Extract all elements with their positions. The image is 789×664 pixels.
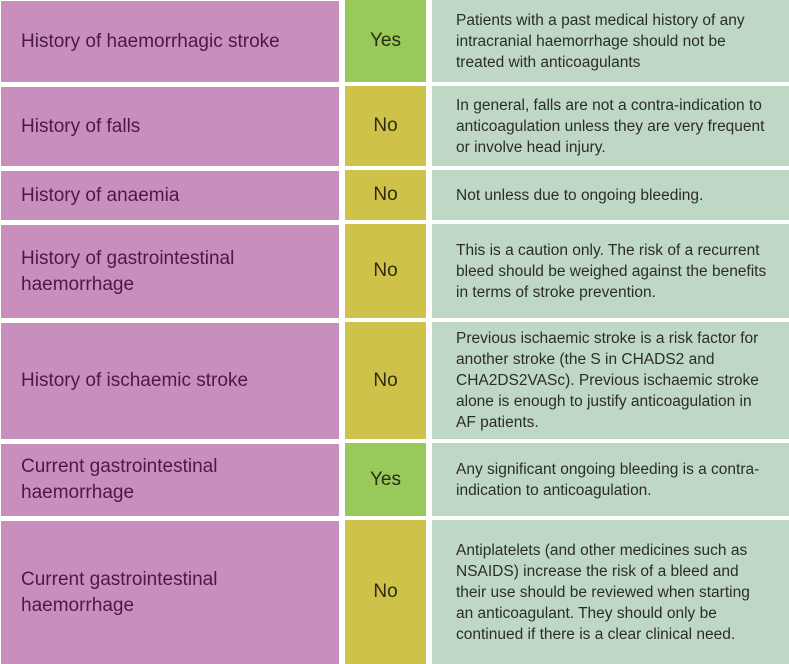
table-row [0, 0, 789, 82]
comment-cell: Patients with a past medical history of any intracranial haemorrhage should not be treated with anticoagulants [432, 0, 789, 82]
answer-cell: No [345, 224, 426, 318]
table-row [0, 443, 789, 516]
answer-cell: Yes [345, 0, 426, 82]
comment-cell: Not unless due to ongoing bleeding. [432, 170, 789, 220]
answer-cell: No [345, 322, 426, 439]
condition-cell: History of ischaemic stroke [1, 322, 339, 439]
answer-cell: No [345, 86, 426, 166]
comment-cell: In general, falls are not a contra-indication to anticoagulation unless they are very frequent or involve head injury. [432, 86, 789, 166]
comment-cell: Previous ischaemic stroke is a risk factor for another stroke (the S in CHADS2 and CHA2DS2VASc). Previous ischaemic stroke alone is enough to justify anticoagulation in AF patients. [432, 322, 789, 439]
table-row [0, 86, 789, 166]
condition-cell: History of haemorrhagic stroke [1, 0, 339, 82]
table-row [0, 322, 789, 439]
answer-cell: No [345, 520, 426, 664]
table-row [0, 170, 789, 220]
comment-cell: This is a caution only. The risk of a recurrent bleed should be weighed against the benefits in terms of stroke prevention. [432, 224, 789, 318]
condition-cell: Current gastrointestinal haemorrhage [1, 520, 339, 664]
condition-cell: History of gastrointestinal haemorrhage [1, 224, 339, 318]
table-row [0, 520, 789, 664]
condition-cell: History of anaemia [1, 170, 339, 220]
answer-cell: Yes [345, 443, 426, 516]
comment-cell: Any significant ongoing bleeding is a contra-indication to anticoagulation. [432, 443, 789, 516]
table-row [0, 224, 789, 318]
condition-cell: Current gastrointestinal haemorrhage [1, 443, 339, 516]
answer-cell: No [345, 170, 426, 220]
comment-cell: Antiplatelets (and other medicines such as NSAIDS) increase the risk of a bleed and their use should be reviewed when starting an anticoagulant. They should only be continued if there is a clear clinical need. [432, 520, 789, 664]
condition-cell: History of falls [1, 86, 339, 166]
